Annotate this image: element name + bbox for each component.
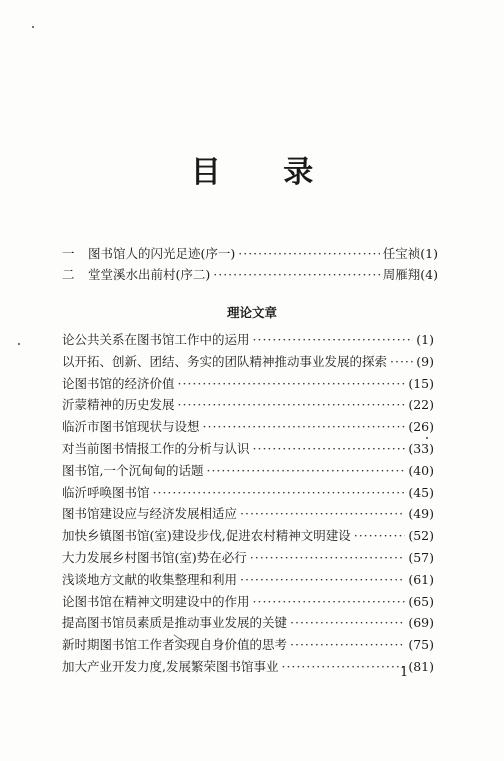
preface-row — [62, 265, 438, 286]
toc-entry-title: 提高图书馆员素质是推动事业发展的关键 — [62, 615, 288, 631]
toc-entry — [62, 417, 434, 439]
toc-entry-title: 论图书馆在精神文明建设中的作用 — [62, 593, 250, 609]
toc-entry — [62, 483, 434, 505]
toc-entry-title: 以开拓、创新、团结、务实的团队精神推动事业发展的探索 — [62, 353, 388, 369]
dot-leader — [178, 397, 406, 412]
dot-leader — [153, 485, 406, 500]
preface-number: 一 — [62, 246, 75, 261]
toc-entry-page: (69) — [408, 615, 434, 631]
toc-entry-title: 论图书馆的经济价值 — [62, 375, 175, 391]
toc-entry — [62, 570, 434, 592]
dot-leader — [178, 376, 406, 391]
toc-entry — [62, 592, 434, 614]
dot-leader — [203, 419, 406, 434]
dot-leader — [250, 550, 406, 565]
toc-entry-title: 图书馆建设应与经济发展相适应 — [62, 506, 238, 522]
scan-speck — [426, 437, 428, 439]
dot-leader — [238, 246, 380, 261]
toc-entry-page: (45) — [408, 484, 434, 500]
preface-title: 堂堂溪水出前村(序二) — [88, 267, 211, 282]
toc-entry-title: 大力发展乡村图书馆(室)势在必行 — [62, 549, 247, 565]
toc-entry-title: 论公共关系在图书馆工作中的运用 — [62, 332, 250, 347]
toc-entry — [62, 461, 434, 483]
toc-entry-page: (1) — [416, 332, 434, 347]
toc-entry-page: (65) — [408, 593, 434, 609]
toc-entry — [62, 635, 434, 657]
scan-speck — [32, 26, 34, 28]
dot-leader — [240, 572, 405, 587]
toc-entry-page: (40) — [408, 462, 434, 478]
preface-author: 周雁翔(4) — [382, 267, 438, 282]
toc-entry — [62, 548, 434, 570]
toc-entry — [62, 352, 434, 374]
preface-list — [62, 244, 438, 286]
dot-leader — [390, 354, 413, 369]
toc-entry-page: (81) — [408, 658, 434, 674]
preface-author: 任宝祯(1) — [382, 246, 438, 261]
toc-entry-title: 临沂呼唤图书馆 — [62, 484, 150, 500]
toc-entry-title: 图书馆,一个沉甸甸的话题 — [62, 462, 204, 478]
scan-speck — [18, 343, 20, 345]
dot-leader — [354, 528, 406, 543]
toc-entry-page: (49) — [408, 506, 434, 522]
preface-number: 二 — [62, 267, 75, 282]
toc-entry-page: (61) — [408, 571, 434, 587]
toc-entry-page: (9) — [416, 353, 434, 369]
page-title: 目 录 — [190, 155, 340, 190]
dot-leader — [213, 267, 380, 282]
toc-entry — [62, 439, 434, 461]
dot-leader — [290, 637, 405, 652]
toc-entry-page: (26) — [408, 419, 434, 435]
toc-entry-list — [62, 330, 434, 679]
dot-leader — [206, 463, 405, 478]
toc-entry-page: (75) — [408, 637, 434, 653]
toc-entry-page: (15) — [408, 375, 434, 391]
dot-leader — [240, 506, 405, 521]
toc-entry-page: (33) — [408, 440, 434, 456]
toc-entry-title: 新时期图书馆工作者实现自身价值的思考 — [62, 637, 288, 653]
dot-leader — [253, 594, 406, 609]
toc-entry-page: (52) — [408, 528, 434, 544]
dot-leader — [290, 615, 405, 630]
toc-entry-title: 对当前图书情报工作的分析与认识 — [62, 440, 250, 456]
toc-entry — [62, 330, 434, 352]
dot-leader — [281, 659, 405, 674]
preface-title: 图书馆人的闪光足迹(序一) — [88, 246, 236, 261]
toc-entry — [62, 526, 434, 548]
toc-entry — [62, 613, 434, 635]
toc-entry — [62, 395, 434, 417]
preface-row — [62, 244, 438, 265]
toc-entry-title: 加快乡镇图书馆(室)建设步伐,促进农村精神文明建设 — [62, 528, 351, 544]
page-number: 1 — [400, 665, 409, 680]
toc-entry-title: 临沂市图书馆现状与设想 — [62, 419, 200, 435]
toc-entry-title: 沂蒙精神的历史发展 — [62, 397, 175, 413]
toc-entry — [62, 504, 434, 526]
toc-entry-page: (22) — [408, 397, 434, 413]
toc-entry — [62, 657, 434, 679]
dot-leader — [253, 332, 414, 347]
dot-leader — [253, 441, 406, 456]
section-heading: 理论文章 — [226, 305, 277, 320]
toc-entry-title: 浅谈地方文献的收集整理和利用 — [62, 571, 238, 587]
toc-entry-title: 加大产业开发力度,发展繁荣图书馆事业 — [62, 658, 279, 674]
toc-entry-page: (57) — [408, 549, 434, 565]
toc-entry — [62, 374, 434, 396]
